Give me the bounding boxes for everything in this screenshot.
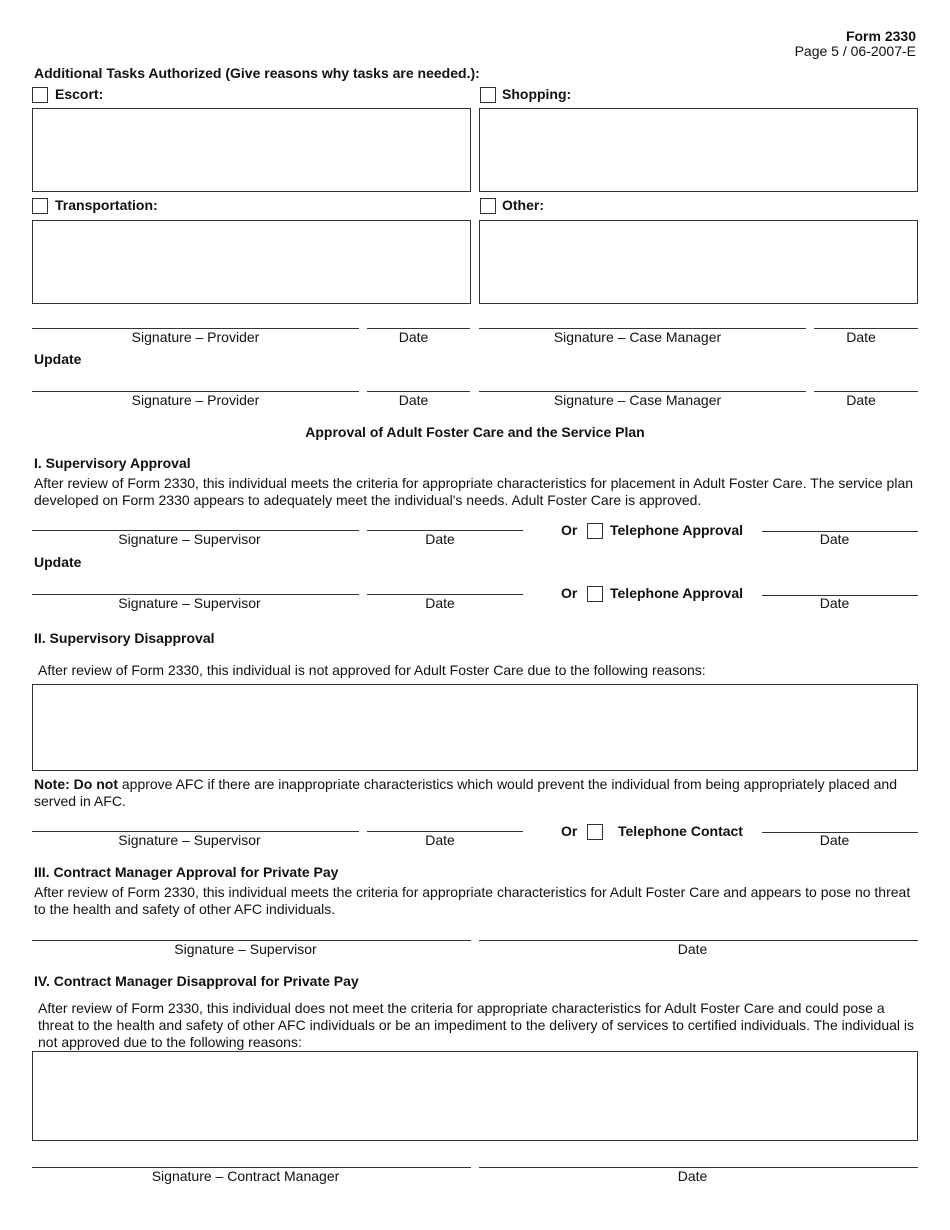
telephone-approval-update-date-caption: Date	[819, 595, 850, 611]
supervisory-approval-text: After review of Form 2330, this individual meets the criteria for appropriate characteristics for placement in Adult Foster Care. The service plan developed on Form 2330 appears to adequately meet the individual's needs. Adult Foster Care is approved.	[34, 475, 914, 508]
transportation-label: Transportation:	[55, 197, 158, 213]
disapproval-reasons-field[interactable]	[32, 684, 918, 771]
case-manager-date-caption: Date	[846, 329, 876, 345]
telephone-approval-checkbox[interactable]	[587, 523, 603, 539]
escort-checkbox[interactable]	[32, 87, 48, 103]
provider-date-caption: Date	[398, 329, 429, 345]
other-reason-field[interactable]	[479, 220, 918, 304]
disapproval-date-caption: Date	[425, 832, 455, 848]
shopping-reason-field[interactable]	[479, 108, 918, 192]
update-label: Update	[34, 351, 82, 367]
telephone-approval-date-caption: Date	[819, 531, 850, 547]
disapproval-signature-caption: Signature – Supervisor	[118, 832, 261, 848]
contract-approval-signature-caption: Signature – Supervisor	[174, 941, 317, 957]
supervisor-date-caption: Date	[425, 531, 455, 547]
supervisor-signature-caption: Signature – Supervisor	[118, 531, 261, 547]
approval-section-title: Approval of Adult Foster Care and the Service Plan	[305, 424, 645, 440]
or-update-label: Or	[561, 585, 578, 601]
contract-approval-date-caption: Date	[677, 941, 708, 957]
other-checkbox[interactable]	[480, 198, 496, 214]
supervisory-approval-heading: I. Supervisory Approval	[34, 455, 191, 471]
supervisor-update-date-caption: Date	[425, 595, 455, 611]
contract-disapproval-heading: IV. Contract Manager Disapproval for Private Pay	[34, 973, 359, 989]
escort-reason-field[interactable]	[32, 108, 471, 192]
shopping-label: Shopping:	[502, 86, 572, 102]
supervisory-disapproval-heading: II. Supervisory Disapproval	[34, 630, 215, 646]
supervisory-update-label: Update	[34, 554, 82, 570]
tasks-heading: Additional Tasks Authorized (Give reasons why tasks are needed.):	[34, 65, 480, 81]
transportation-checkbox[interactable]	[32, 198, 48, 214]
form-number: Form 2330	[845, 28, 916, 44]
case-manager-update-date-caption: Date	[846, 392, 876, 408]
other-label: Other:	[502, 197, 544, 213]
supervisory-disapproval-text: After review of Form 2330, this individual is not approved for Adult Foster Care due to the following reasons:	[38, 662, 706, 678]
telephone-contact-date-caption: Date	[819, 832, 850, 848]
shopping-checkbox[interactable]	[480, 87, 496, 103]
telephone-contact-checkbox[interactable]	[587, 824, 603, 840]
or-label: Or	[561, 522, 578, 538]
transportation-reason-field[interactable]	[32, 220, 471, 304]
contract-manager-date-caption: Date	[677, 1168, 708, 1184]
contract-disapproval-reasons-field[interactable]	[32, 1051, 918, 1141]
provider-signature-caption: Signature – Provider	[131, 329, 260, 345]
telephone-approval-label: Telephone Approval	[610, 522, 744, 538]
provider-update-date-caption: Date	[398, 392, 429, 408]
or-contact-label: Or	[561, 823, 578, 839]
contract-approval-heading: III. Contract Manager Approval for Private Pay	[34, 864, 339, 880]
note-emphasis: Note: Do not	[34, 776, 118, 792]
provider-update-signature-caption: Signature – Provider	[131, 392, 260, 408]
note-text: approve AFC if there are inappropriate characteristics which would prevent the individual from being appropriately placed and served in AFC.	[34, 776, 897, 809]
case-manager-update-signature-caption: Signature – Case Manager	[553, 392, 722, 408]
telephone-approval-update-label: Telephone Approval	[610, 585, 744, 601]
contract-disapproval-text: After review of Form 2330, this individual does not meet the criteria for appropriate characteristics for Adult Foster Care and could pose a threat to the health and safety of other AFC individuals or be an impediment to the delivery of services to certified individuals. The individual is not approved due to the following reasons:	[38, 1000, 914, 1050]
supervisor-update-signature-caption: Signature – Supervisor	[118, 595, 261, 611]
contract-approval-text: After review of Form 2330, this individual meets the criteria for appropriate characteristics for Adult Foster Care and appears to pose no threat to the health and safety of other AFC individuals.	[34, 884, 911, 917]
escort-label: Escort:	[55, 86, 104, 102]
page-info: Page 5 / 06-2007-E	[794, 43, 916, 59]
case-manager-signature-caption: Signature – Case Manager	[553, 329, 722, 345]
contract-manager-signature-caption: Signature – Contract Manager	[151, 1168, 340, 1184]
telephone-approval-update-checkbox[interactable]	[587, 586, 603, 602]
telephone-contact-label: Telephone Contact	[618, 823, 743, 839]
disapproval-note	[34, 776, 918, 810]
